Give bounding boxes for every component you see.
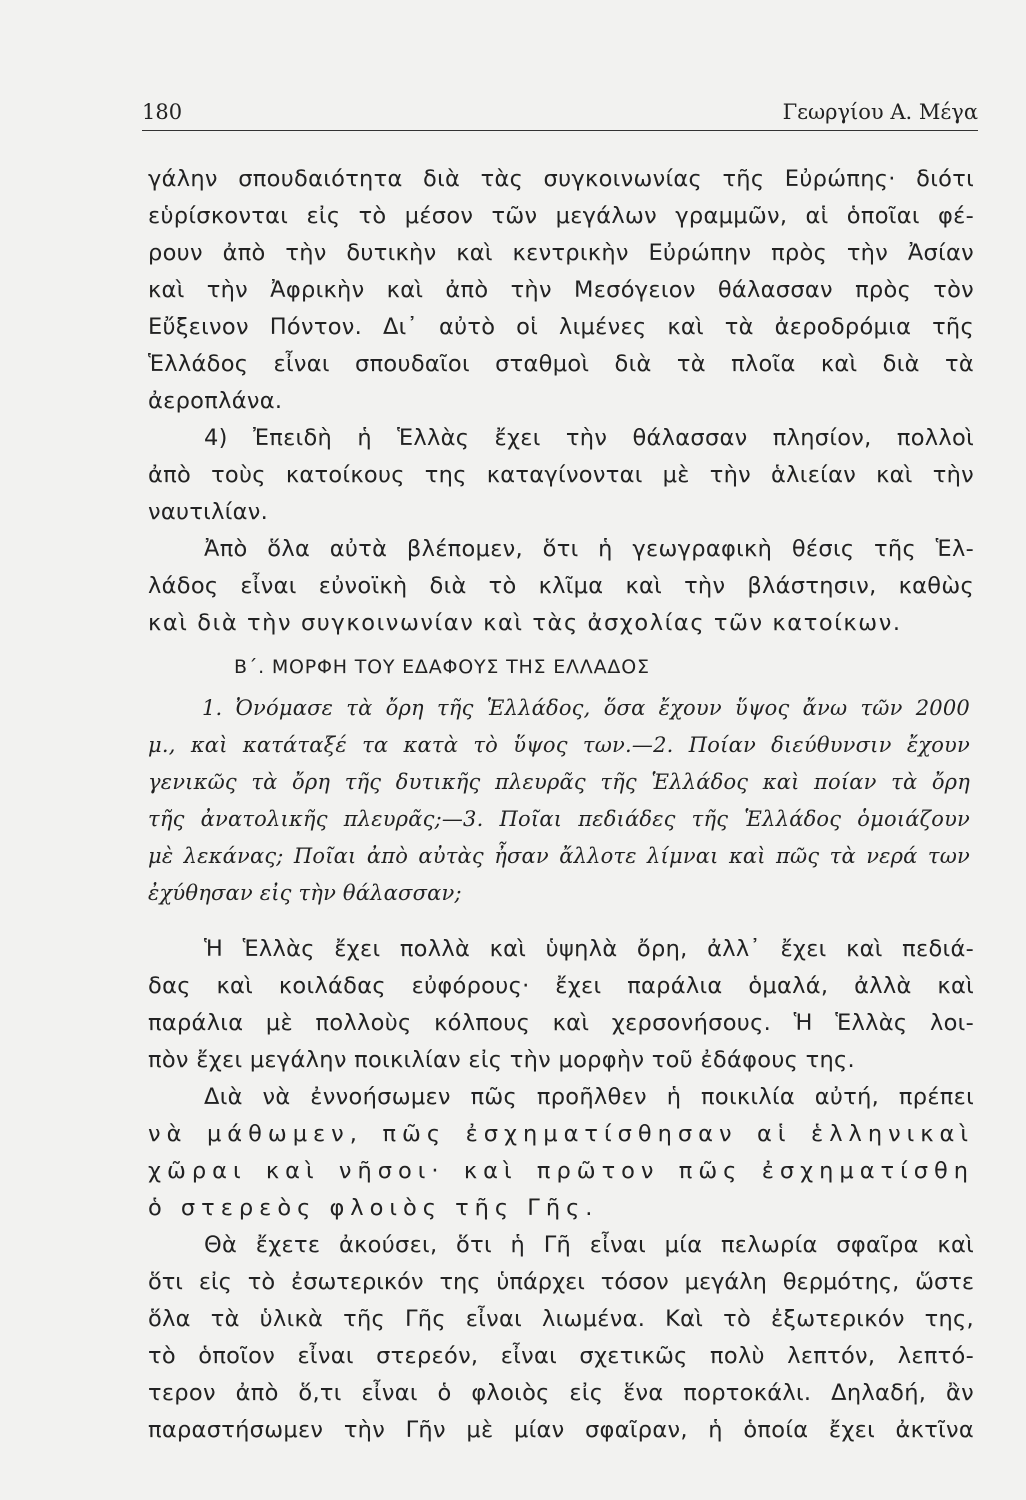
text-line: Διὰ νὰ ἐννοήσωμεν πῶς προῆλθεν ἡ ποικιλία αὐτή, πρέπει (204, 1084, 974, 1110)
text-line: Ἑλλάδος εἶναι σπουδαῖοι σταθμοὶ διὰ τὰ πλοῖα καὶ διὰ τὰ (148, 351, 974, 377)
text-line: καὶ διὰ τὴν συγκοινωνίαν καὶ τὰς ἀσχολίας τῶν κατοίκων. (148, 610, 902, 636)
text-line: ρουν ἀπὸ τὴν δυτικὴν καὶ κεντρικὴν Εὐρώπην πρὸς τὴν Ἀσίαν (148, 240, 974, 266)
question-line: 1. Ὀνόμασε τὰ ὄρη τῆς Ἑλλάδος, ὅσα ἔχουν ὕψος ἄνω τῶν 2000 (202, 696, 970, 720)
running-head: Γεωργίου Α. Μέγα (782, 100, 978, 124)
text-line: τὸ ὁποῖον εἶναι στερεόν, εἶναι σχετικῶς πολὺ λεπτόν, λεπτό- (148, 1343, 974, 1369)
text-line: ὁ στερεὸς φλοιὸς τῆς Γῆς. (148, 1195, 599, 1221)
text-line: πὸν ἔχει μεγάλην ποικιλίαν εἰς τὴν μορφὴν τοῦ ἐδάφους της. (148, 1047, 855, 1073)
page-header (142, 96, 978, 131)
text-line: ναυτιλίαν. (148, 499, 269, 525)
text-line: τερον ἀπὸ ὅ,τι εἶναι ὁ φλοιὸς εἰς ἕνα πορτοκάλι. Δηλαδή, ἂν (148, 1380, 974, 1406)
page-number: 180 (142, 100, 183, 124)
question-line: γενικῶς τὰ ὄρη τῆς δυτικῆς πλευρᾶς τῆς Ἑλλάδος καὶ ποίαν τὰ ὄρη (148, 770, 970, 794)
text-line: νὰ μάθωμεν, πῶς ἐσχηματίσθησαν αἱ ἑλληνικαὶ (148, 1121, 974, 1147)
text-line: Θὰ ἔχετε ἀκούσει, ὅτι ἡ Γῆ εἶναι μία πελωρία σφαῖρα καὶ (204, 1232, 974, 1258)
text-line: παράλια μὲ πολλοὺς κόλπους καὶ χερσονήσους. Ἡ Ἑλλὰς λοι- (148, 1010, 974, 1036)
text-line: παραστήσωμεν τὴν Γῆν μὲ μίαν σφαῖραν, ἡ ὁποία ἔχει ἀκτῖνα (148, 1417, 974, 1443)
text-line: Εὔξεινον Πόντον. Δι᾽ αὐτὸ οἱ λιμένες καὶ τὰ ἀεροδρόμια τῆς (148, 314, 974, 340)
text-line: δας καὶ κοιλάδας εὐφόρους· ἔχει παράλια ὁμαλά, ἀλλὰ καὶ (148, 973, 974, 999)
question-line: μ., καὶ κατάταξέ τα κατὰ τὸ ὕψος των.—2. Ποίαν διεύθυνσιν ἔχουν (148, 733, 970, 757)
text-line: γάλην σπουδαιότητα διὰ τὰς συγκοινωνίας τῆς Εὐρώπης· διότι (148, 166, 974, 192)
text-line: χῶραι καὶ νῆσοι· καὶ πρῶτον πῶς ἐσχηματίσθη (148, 1158, 974, 1184)
section-heading: Β΄. ΜΟΡΦΗ ΤΟΥ ΕΔΑΦΟΥΣ ΤΗΣ ΕΛΛΑΔΟΣ (234, 656, 650, 678)
text-line: καὶ τὴν Ἀφρικὴν καὶ ἀπὸ τὴν Μεσόγειον θάλασσαν πρὸς τὸν (148, 277, 974, 303)
question-line: τῆς ἀνατολικῆς πλευρᾶς;—3. Ποῖαι πεδιάδες τῆς Ἑλλάδος ὁμοιάζουν (148, 807, 970, 831)
text-line: ὅλα τὰ ὑλικὰ τῆς Γῆς εἶναι λιωμένα. Καὶ τὸ ἐξωτερικόν της, (148, 1306, 974, 1332)
text-line: ὅτι εἰς τὸ ἐσωτερικόν της ὑπάρχει τόσον μεγάλη θερμότης, ὥστε (148, 1269, 974, 1295)
text-line: εὑρίσκονται εἰς τὸ μέσον τῶν μεγάλων γραμμῶν, αἱ ὁποῖαι φέ- (148, 203, 974, 229)
text-line: Ἀπὸ ὅλα αὐτὰ βλέπομεν, ὅτι ἡ γεωγραφικὴ θέσις τῆς Ἑλ- (204, 536, 974, 562)
text-line: Ἡ Ἑλλὰς ἔχει πολλὰ καὶ ὑψηλὰ ὄρη, ἀλλ᾽ ἔχει καὶ πεδιά- (204, 936, 974, 962)
text-line: λάδος εἶναι εὐνοϊκὴ διὰ τὸ κλῖμα καὶ τὴν βλάστησιν, καθὼς (148, 573, 974, 599)
text-line: 4) Ἐπειδὴ ἡ Ἑλλὰς ἔχει τὴν θάλασσαν πλησίον, πολλοὶ (204, 425, 974, 451)
question-line: μὲ λεκάνας; Ποῖαι ἀπὸ αὐτὰς ἦσαν ἄλλοτε λίμναι καὶ πῶς τὰ νερά των (148, 844, 970, 868)
question-line: ἐχύθησαν εἰς τὴν θάλασσαν; (148, 881, 462, 905)
text-line: ἀεροπλάνα. (148, 388, 283, 414)
text-line: ἀπὸ τοὺς κατοίκους της καταγίνονται μὲ τὴν ἁλιείαν καὶ τὴν (148, 462, 974, 488)
